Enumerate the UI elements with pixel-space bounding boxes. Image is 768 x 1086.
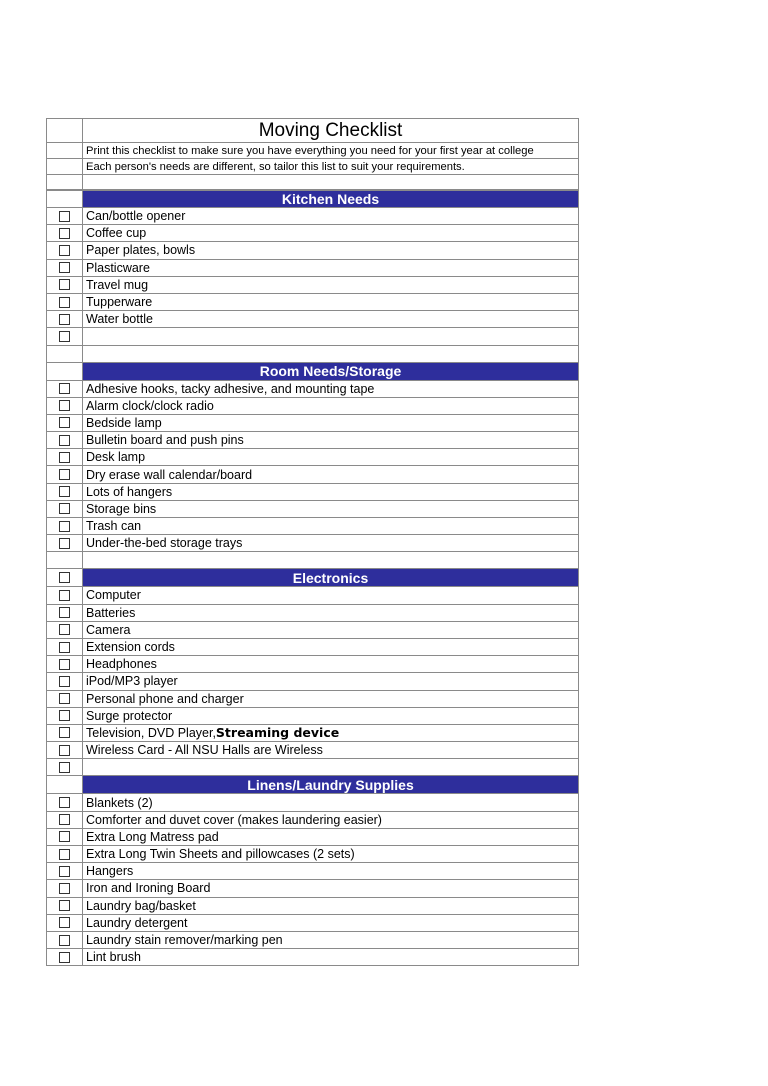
checkbox[interactable] [59,417,70,428]
checklist-item-cell [83,794,579,810]
checklist-item-cell [83,949,579,965]
checklist-item [46,639,579,656]
intro-line-1: Print this checklist to make sure you have everything you need for your first year at college [83,143,579,158]
checklist-item-label: Laundry bag/basket [86,898,196,913]
checkbox[interactable] [59,469,70,480]
checklist-item-label: Travel mug [86,277,149,292]
checkbox[interactable] [59,538,70,549]
checklist-item-label: Blankets (2) [86,795,153,810]
checklist-item [46,501,579,518]
checkbox[interactable] [59,952,70,963]
checkbox[interactable] [59,900,70,911]
checklist-item-label: Comforter and duvet cover (makes laundering easier) [86,812,382,827]
checklist-item [46,587,579,604]
checkbox[interactable] [59,935,70,946]
page-title: Moving Checklist [83,119,579,142]
checklist-item-cell [83,587,579,603]
checklist-item-cell [83,673,579,689]
checklist-item [46,932,579,949]
checklist-item-label: Storage bins [86,501,157,516]
checkbox[interactable] [59,866,70,877]
checklist-item-label: Batteries [86,605,136,620]
checklist-item-label: Iron and Ironing Board [86,881,211,896]
checklist-item-cell [83,415,579,431]
checkbox[interactable] [59,331,70,342]
checklist-sheet [46,118,579,966]
checklist-item [46,398,579,415]
checklist-item-cell [83,829,579,845]
section-header-row-room-needs-storage [46,363,579,381]
section-header: Electronics [83,569,579,586]
checklist-item [46,622,579,639]
checkbox[interactable] [59,659,70,670]
checklist-item-cell [83,260,579,276]
checklist-item-label: Trash can [86,519,142,534]
checklist-item-label: Surge protector [86,708,173,723]
checkbox[interactable] [59,503,70,514]
checklist-item-label: Headphones [86,657,157,672]
checklist-item-label: Laundry stain remover/marking pen [86,933,283,948]
checkbox[interactable] [59,486,70,497]
checklist-item [46,656,579,673]
section-header: Kitchen Needs [83,191,579,207]
checklist-item-label: Dry erase wall calendar/board [86,467,253,482]
checkbox[interactable] [59,245,70,256]
spacer-row [46,552,579,569]
checkbox[interactable] [59,297,70,308]
checklist-item-label: Paper plates, bowls [86,243,196,258]
section-header-row-linens-laundry-supplies [46,776,579,794]
checklist-item-label: Water bottle [86,312,153,327]
section-header-row-electronics [46,569,579,587]
checklist-item-cell [83,863,579,879]
checklist-item-label: Tupperware [86,295,153,310]
checklist-item-cell [83,846,579,862]
checklist-item-cell [83,535,579,551]
checklist-item-cell [83,225,579,241]
section-header: Linens/Laundry Supplies [83,776,579,793]
checklist-item [46,605,579,622]
checklist-item-cell [83,294,579,310]
checkbox[interactable] [59,676,70,687]
checklist-item-label: Adhesive hooks, tacky adhesive, and mounting tape [86,381,375,396]
checkbox[interactable] [59,521,70,532]
checklist-item [46,794,579,811]
checklist-item-cell [83,708,579,724]
checklist-item [46,829,579,846]
checklist-item [46,898,579,915]
checklist-item [46,812,579,829]
checkbox[interactable] [59,727,70,738]
checkbox[interactable] [59,211,70,222]
spacer-row [46,346,579,363]
checklist-item [46,381,579,398]
checklist-item-label: Personal phone and charger [86,691,244,706]
checkbox[interactable] [59,849,70,860]
checkbox[interactable] [59,452,70,463]
checklist-item-cell [83,277,579,293]
checkbox[interactable] [59,917,70,928]
checklist-item [46,294,579,311]
checklist-item [46,949,579,966]
checklist-item-label: Television, DVD Player, [86,725,216,740]
checklist-item-label: Lots of hangers [86,484,173,499]
checklist-item-label: Wireless Card - All NSU Halls are Wireless [86,743,323,758]
checkbox[interactable] [59,314,70,325]
checklist-item [46,277,579,294]
intro-row [46,159,579,175]
blank-row [46,175,579,190]
checklist-item-cell [83,398,579,414]
checklist-item-cell [83,605,579,621]
checklist-item-cell [83,932,579,948]
checklist-item [46,260,579,277]
checklist-item [46,535,579,552]
section-header: Room Needs/Storage [83,363,579,380]
blank-item-row [46,328,579,345]
checklist-item-cell [83,381,579,397]
checklist-item-label: Alarm clock/clock radio [86,398,214,413]
checklist-item [46,846,579,863]
checklist-item-emphasis: Streaming device [215,725,340,741]
checklist-item-cell [83,725,579,741]
checklist-item [46,484,579,501]
checklist-item-cell [83,311,579,327]
checkbox[interactable] [59,814,70,825]
checklist-item-cell [83,691,579,707]
checklist-item-cell [83,518,579,534]
checklist-item [46,242,579,259]
intro-line-2: Each person's needs are different, so tailor this list to suit your requirements. [83,159,579,174]
checkbox[interactable] [59,745,70,756]
checklist-item-label: Desk lamp [86,450,146,465]
checklist-item-label: Extension cords [86,640,175,655]
checkbox[interactable] [59,797,70,808]
checklist-item-label: Lint brush [86,950,141,965]
checklist-item-cell [83,484,579,500]
section-header-row-kitchen-needs [46,190,579,208]
checkbox[interactable] [59,400,70,411]
checklist-item-cell [83,466,579,482]
title-row [46,118,579,143]
checklist-item-cell [83,880,579,896]
checkbox[interactable] [59,831,70,842]
checklist-item-label: Bedside lamp [86,415,162,430]
checklist-item-cell [83,501,579,517]
checkbox[interactable] [59,710,70,721]
checklist-item-label: Can/bottle opener [86,209,186,224]
checklist-item-cell [83,656,579,672]
checkbox[interactable] [59,435,70,446]
checklist-item-label: Bulletin board and push pins [86,433,244,448]
checkbox[interactable] [59,383,70,394]
checklist-item-label: Laundry detergent [86,915,188,930]
checklist-item [46,225,579,242]
checkbox[interactable] [59,607,70,618]
checkbox[interactable] [59,262,70,273]
checkbox[interactable] [59,883,70,894]
checklist-item-label: Extra Long Twin Sheets and pillowcases (2 sets) [86,847,355,862]
checklist-item [46,311,579,328]
checklist-item-label: Hangers [86,864,134,879]
checklist-item-cell [83,432,579,448]
checklist-item-cell [83,812,579,828]
checklist-item-cell [83,208,579,224]
checklist-item [46,880,579,897]
checklist-item-cell [83,449,579,465]
checklist-item [46,725,579,742]
checklist-item-label: Extra Long Matress pad [86,829,219,844]
checkbox[interactable] [59,642,70,653]
checkbox[interactable] [59,572,70,583]
checklist-item-label: Camera [86,622,131,637]
checklist-item [46,742,579,759]
checkbox[interactable] [59,624,70,635]
checklist-item [46,432,579,449]
checklist-item-label: Plasticware [86,260,150,275]
checklist-item-cell [83,898,579,914]
checklist-item [46,673,579,690]
checklist-item-cell [83,639,579,655]
checklist-item [46,449,579,466]
checklist-item [46,466,579,483]
checkbox[interactable] [59,762,70,773]
checklist-item-label: Computer [86,588,141,603]
checklist-item-cell [83,622,579,638]
checklist-item-label: Under-the-bed storage trays [86,536,243,551]
checklist-item-cell [83,242,579,258]
checklist-item [46,691,579,708]
intro-row [46,143,579,159]
blank-item-row [46,759,579,776]
checklist-item-label: Coffee cup [86,226,147,241]
checklist-item-label: iPod/MP3 player [86,674,178,689]
checklist-item [46,208,579,225]
checkbox[interactable] [59,693,70,704]
checklist-item [46,518,579,535]
checklist-item [46,915,579,932]
checklist-item [46,708,579,725]
checklist-item [46,863,579,880]
checklist-item [46,415,579,432]
checkbox[interactable] [59,279,70,290]
checkbox[interactable] [59,228,70,239]
checklist-item-cell [83,915,579,931]
checkbox[interactable] [59,590,70,601]
checklist-item-cell [83,742,579,758]
